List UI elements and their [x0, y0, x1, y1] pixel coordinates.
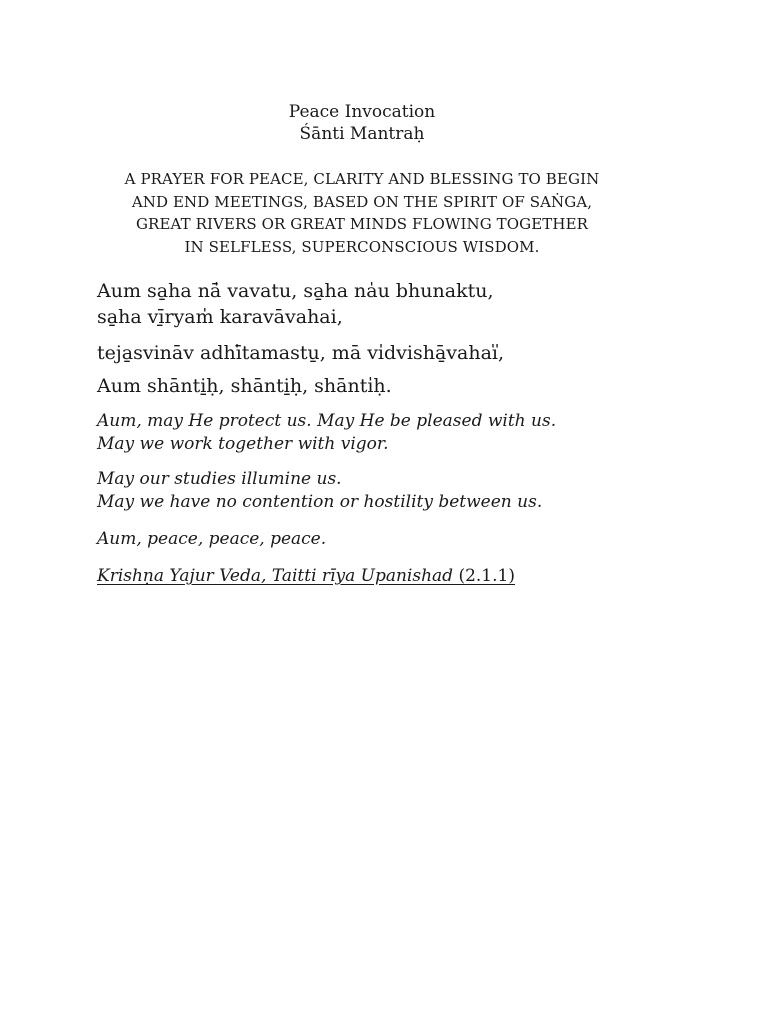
intro-line: A PRAYER FOR PEACE, CLARITY AND BLESSING TO BEGIN — [124, 170, 600, 188]
mantra-line: teja̱svināv adhī̍tamastu̱, mā vi̍dvishā̱vahai̎, — [97, 342, 505, 364]
mantra-line: Aum shānti̱ḥ, shānti̱ḥ, shānti̍ḥ. — [97, 375, 392, 397]
page-subtitle: Śānti Mantraḥ — [299, 124, 425, 144]
mantra-line: Aum sa̱ha nā̍ vavatu, sa̱ha na̍u bhunaktu, — [97, 280, 494, 302]
intro-line: IN SELFLESS, SUPERCONSCIOUS WISDOM. — [184, 237, 540, 256]
intro-line: AND END MEETINGS, BASED ON THE SPIRIT OF SAṄGA, — [131, 192, 593, 211]
translation-line: May we have no contention or hostility between us. — [97, 492, 543, 512]
source-citation — [97, 565, 515, 588]
intro-paragraph — [82, 168, 642, 258]
translation-line: Aum, may He protect us. May He be pleased with us. — [97, 411, 557, 431]
source-reference: (2.1.1) — [453, 566, 515, 586]
translation-line: May our studies illumine us. — [97, 469, 342, 489]
translation-line: Aum, peace, peace, peace. — [97, 529, 327, 549]
intro-line: GREAT RIVERS OR GREAT MINDS FLOWING TOGETHER — [135, 215, 589, 233]
source-name: Krishṇa Yajur Veda, Taitti rīya Upanishad — [97, 566, 454, 586]
page-title: Peace Invocation — [288, 102, 436, 122]
translation-line: May we work together with vigor. — [97, 434, 389, 454]
mantra-line: sa̱ha vī̱ryam̍ karavāvahai, — [97, 306, 343, 328]
